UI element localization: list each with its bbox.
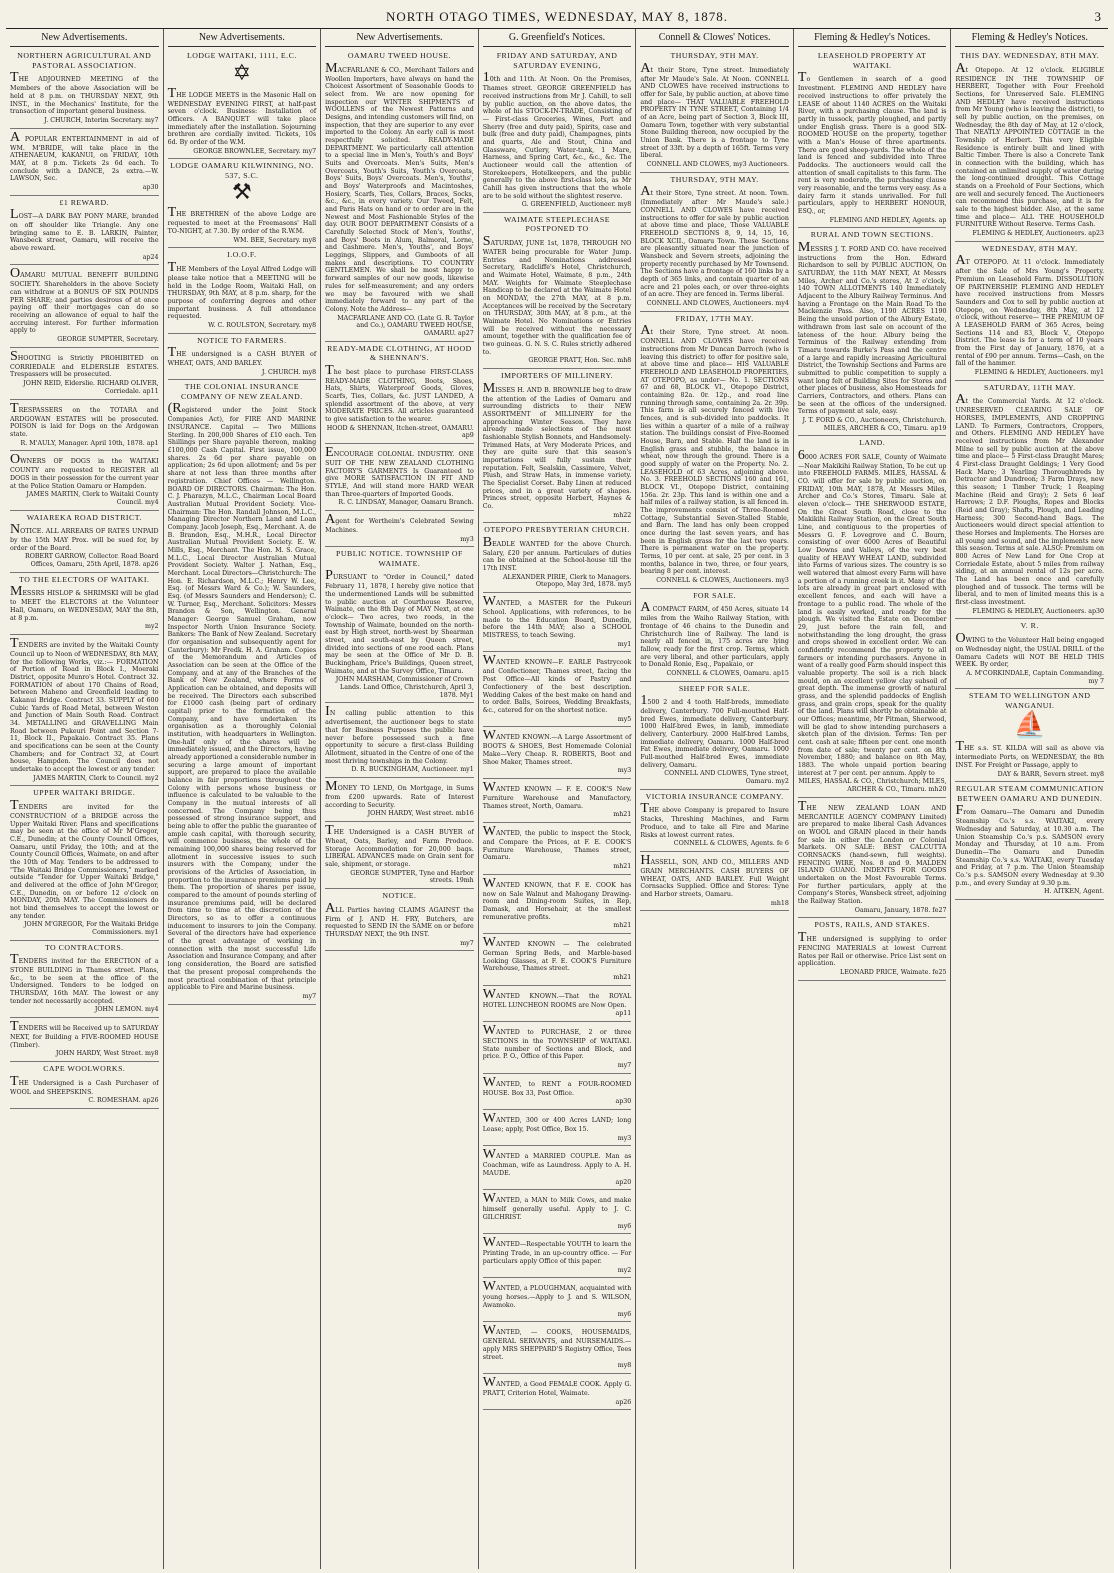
column-2 [164,29,322,1569]
ad-signature: WM. BEE, Secretary. my8 [233,236,317,244]
ad-body: MISSES H. AND B. BROWNLIE beg to draw the attention of the Ladies of Oamaru and surrounding districts to their NEW ASSORTMENT of MILLINERY for the approaching Winter Season. They have already made selections of the most fashionable Stylish Bonnets, and Handsomely-Trimmed Hats, at Very Moderate Prices, and they are quite sure that this season's importations will fully sustain their reputation. Felt, Sealskin, Cassimere, Velvet, Plush, and Straw Hats, in immense variety. The Specialist Corset. Baby Linen at reduced prices, and in a great variety of shapes. Princes street, opposite Herbert, Haynes & Co. [482,380,632,510]
ad-body: MESSRS J. T. FORD AND CO. have received instructions from the Hon. Edward Richardson to sell by PUBLIC AUCTION, On SATURDAY, the 11th MAY NEXT, At Messrs Miles, Archer and Co.'s stores, At 2 o'clock, 140 TOWN ALLOTMENTS 140 Immediately Adjacent to the Albury Railway Terminus. And having a Frontage on the Main Road To the Mackenzie Pass. Also, 1190 ACRES 1190 Being the unsold portion of the Albury Estate, withdrawn from last sale on account of the lateness of the hour. Albury being the Terminus of the Railway extending from Timaru towards Burke's Pass and the centre of a large and rapidly increasing Agricultural District, the Township Sections and Farms are submitted to public competition to supply a want long felt of Building Sites for Stores and other places of business, also Homesteads for Carriers, Contractors, and others. Plans can be seen at the offices of the undersigned. Terms of payment at sale, easy. [797,239,947,416]
ad-body: WANTED, a MAN to Milk Cows, and make himself generally useful. Apply to J. C. GILCHRIST. [482,1191,632,1222]
advertisement [798,436,947,797]
ad-signature: JOHN HARDY, West street. mb16 [367,810,474,818]
ad-body: LOST—A DARK BAY PONY MARE, branded on off shoulder like Triangle. Any one bringing same to E. B. LARKIN, Painter, Wansbeck street, Oamaru, will receive the above reward. [10,207,159,253]
page-number: 3 [1094,9,1102,24]
ad-body: 6000 ACRES FOR SALE, County of Waimate—Near Makikihi Railway Station, To be cut up into FREEHOLD FARMS. MILES, HASSAL & CO. will offer for sale by public auction, on FRIDAY, 10th MAY, 1878, At Messrs Miles, Archer and Co.'s Stores, Timaru. Sale at eleven o'clock— THE SHERWOOD ESTATE, On the Great South Road, close to the Makikihi Railway Station, on the Great South Line, and contiguous to the properties of Messrs G. F. Lovegrove and C. Bourn, consisting of over 6000 Acres of Beautiful Low Downs and Valleys, of the very best quality of HEAVY WHEAT LAND, subdivided into Farms of various sizes. The country is so well watered that almost every Farm will have a portion of a running creek in it. Many of the lots are already in great part enclosed with excellent fences, and each will have a frontage to a public road. The whole of the land is easily worked, and ready for the plough. We visited the Estate on December 29, just before the rain fell, and notwithstanding the long drought, the grass and crops showed in excellent order. We can confidently recommend the property to all farmers or intending purchasers. Anyone in want of a really good Farm should inspect this valuable property. The soil is a rich black mould, on an excellent yellow clay subsoil of great depth. The immense growth of natural grass, and the splendid paddocks of English grass, and grain crops, speak for the quality of the land. Plans will shortly be obtainable at our Offices; meantime, Mr Pitman, Sherwood, will be glad to show intending purchasers a sketch plan of the division. Terms: Ten per cent. cash at sale; fifteen per cent. one month from date of sale; twenty per cent. on 8th November, 1880; and balance on 8th May, 1883. The whole unpaid portion bearing interest at 7 per cent. per annum. Apply to [797,447,947,777]
ad-title: LODGE OAMARU KILWINNING, NO. 537, S.C. [170,161,314,180]
ad-signature: mh21 [613,811,632,819]
ad-body: MONEY TO LEND, On Mortgage, in Sums from £200 upwards. Rate of Interest according to Security. [325,779,474,809]
ad-body: BEADLE WANTED for the above Church. Salary, £20 per annum. Particulars of duties can be obtained at the School-house till the 17th INST. [482,534,632,573]
ad-title: WAIAREKA ROAD DISTRICT. [26,512,142,522]
ad-body: THE Undersigned is a CASH BUYER of Wheat, Oats, Barley, and Farm Produce. Storage Accommodation for 20,000 bags. LIBERAL ADVANCES made on Grain sent for sale, shipment, or storage. [325,823,474,869]
ad-body: From Oamaru—The Oamaru and Dunedin Steamship Co.'s s.s. WAITAKI, every Wednesday and Saturday, at 10.30 a.m. The Union Steamship Co.'s p.s. SAMSON every Monday and Thursday, at 10 a.m. From Dunedin—The Oamaru and Dunedin Steamship Co.'s s.s. WAITAKI, every Tuesday and Friday, at 7 p.m. The Union Steamship Co.'s p.s. SAMSON every Wednesday at 9.30 p.m., and every Sunday at 9.30 p.m. [955,803,1105,887]
advertisement [955,689,1104,782]
ad-signature: MILES, HASSAL & CO., Christchurch; MILES, ARCHER & CO., Timaru. mh20 [798,778,947,793]
ad-body: WANTED a MARRIED COUPLE. Man as Coachman, wife as Laundress. Apply to A. H. MAUDE. [482,1147,632,1178]
ad-body: SHOOTING is Strictly PROHIBITED on CORRIEDALE and ELDERSLIE ESTATES. Trespassers will be prosecuted. [10,348,159,379]
column-7 [951,29,1108,1569]
advertisement [483,652,632,727]
ad-signature: GEORGE SUMPTER, Tyne and Harbor streets. 19mh [350,869,474,885]
ad-body: WANTED—Respectable YOUTH to learn the Printing Trade, in an up-country office. — For particulars apply Office of this paper. [482,1235,632,1266]
ad-body: (Registered under the Joint Stock Companies Act), for FIRE AND MARINE INSURANCE. Capital — Two Millions Sterling. In 200,000 Shares of £10 each. Ten Shillings per Share payable thereon, making £100,000 Cash Capital. First issue, 100,000 shares. 2s 6d per share payable on application; 2s 6d upon allotment; and 5s per share at not less than three months after registration. Chief Offices — Wellington. BOARD OF DIRECTORS. Chairman: The Hon. C. J. Pharazyn, M.L.C., Chairman Local Board Australian Mutual Provident Society. Vice-Chairman: The Hon. Randall Johnson, M.L.C., Managing Director Northern Land and Loan Company. Jacob Joseph, Esq., Merchant. A. de B. Brandon, Esq., M.H.R., Local Director Australian Mutual Provident Society. E. W. Mills, Esq., Merchant. The Hon. M. S. Grace, M.L.C., Local Director Australian Mutual Provident Society. Walter J. Nathan, Esq., Merchant. Local Directors—Christchurch: The Hon. E. Richardson, M.L.C.; Henry W. Lee, Esq. (of Messrs Ward & Co.); W. Saunders, Esq. (of Messrs Saunders and Henderson); C. W. Turner, Esq., Merchant. Solicitors: Messrs Brandon & Son, Wellington. General Manager: George Samuel Graham, now Inspector North Union Insurance Society. Bankers: The Bank of New Zealand. Secretary (for organisation and subsequently agent for Canterbury): Mr Fredk. H. A. Graham. Copies of the Memorandum and Articles of Association can be seen at the Office of the Company, and at any of the Branches of the Bank of New Zealand, where Forms of Application can be obtained, and deposits will be received. The Directors each subscribed for £1000 cash (being part of ordinary capital) prior to the formation of the Company, and have undertaken its organisation as a thoroughly Colonial institution, with headquarters in Wellington. One-half only of the shares will be immediately issued, and the Directors, having already apportioned a considerable number in securing a large amount of important support, are prepared to place the available balance in fair proportions throughout the Colony with persons whose business or influence is calculated to be valuable to the Company in the mutual interests of all concerned. The Company being thus possessed of strong insurance support, and being able to offer the public the guarantee of ample cash capital, with thorough security, will commence business, the whole of the remaining 100,000 shares being reserved for allotment in successive issues to such insurers with the Company, under the provisions of the Articles of Association, in proportion to the insurance premiums paid by them. The proportion of shares per issue, compared to the amount of pounds sterling of insurance premiums paid, will be declared from time to time at the discretion of the Directors, so as to offer a continuous inducement to insurers to join the Company. Several of the directors have had experience of the great advantage of working in connection with the most successful Life Association and Insurance Company, and after long consideration, the Board are satisfied that the present proposal comprehends the most practical combination of that principle applicable to Fire and Marine business. [167,401,317,992]
column-heading: Fleming & Hedley's Notices. [955,29,1104,47]
ad-signature: my7 [460,939,474,947]
ad-title: OAMARU TWEED HOUSE. [347,51,452,61]
advertisement [10,196,159,266]
ad-signature: G. GREENFIELD, Auctioneer. my8 [521,201,632,209]
advertisement [955,381,1104,620]
masonic-emblem-icon: ⚒ [232,180,252,206]
ad-signature: my2 [145,623,159,631]
column-4 [479,29,637,1569]
ad-body: IN calling public attention to this advertisement, the auctioneer begs to state that for Business Purposes the public have never before possessed such a fine opportunity to secure a first-class Building Allotment, situated in the Centre of one of the most thriving townships in the Colony. [325,704,474,765]
ad-signature: LEONARD PRICE, Waimate. fe25 [840,968,947,976]
advertisement [483,727,632,779]
ad-title: REGULAR STEAM COMMUNICATION BETWEEN OAMARU AND DUNEDIN. [955,784,1104,803]
ad-body: OAMARU MUTUAL BENEFIT BUILDING SOCIETY. Shareholders in the above Society can withdraw at a BONUS OF SIX POUNDS PER SHARE; and parties desirous of at once paying off their mortgages can do so receiving an allowance of equal to half the accruing interest. For further information apply to [10,266,159,335]
advertisement [483,1146,632,1190]
ad-title: OTEPOPO PRESBYTERIAN CHURCH. [484,525,630,535]
masthead-title: NORTH OTAGO TIMES, WEDNESDAY, MAY 8, 1878. [385,9,729,24]
masthead [6,6,1108,29]
advertisement [483,875,632,934]
ad-signature: FLEMING & HEDLEY, Auctioneers. ap23 [972,230,1105,238]
ad-signature: my3 [617,1134,632,1142]
ad-body: TENDERS are invited by the Waitaki County Council up to Noon of WEDNESDAY, 8th MAY, for the following Works, viz.:— FORMATION of Portion of Road in Block I., Moeraki District, opposite Munro's Hotel. Contract 32. FORMATION of about 170 Chains of Road, between Maheno and Greenfield leading to Kakanui Bridge. Contract 33. SUPPLY of 600 Cubic Yards of Road Metal, between Weston and Junction of Main South Road. Contract 34. METALLING and GRAVELLING Main Road between Pukeuri Point and Section 7-11, Block II., Papakaio. Contract 35. Plans and specifications can be seen at the County Chambers; and for Contract 32, at Court house, Hampden. The Council does not undertake to accept the lowest or any tender. [10,635,159,773]
advertisement [325,778,474,822]
ad-signature: my7 [617,1061,632,1069]
ad-title: POSTS, RAILS, AND STAKES. [814,920,930,930]
ad-signature: FLEMING AND HEDLEY, Agents. ap [829,216,947,224]
ad-title: FOR SALE. [693,590,737,600]
advertisement [483,213,632,369]
ad-signature: ap20 [615,1178,632,1186]
ad-signature: CONNELL AND CLOWES, Tyne street, Oamaru. my2 [664,770,789,786]
ad-title: TO CONTRACTORS. [44,942,124,952]
ad-signature: ROBERT GARROW, Collector. Road Board Offices, Oamaru, 25th April, 1878. ap26 [24,553,159,569]
ad-signature: GEORGE SUMPTER, Secretary. [57,336,159,344]
columns [6,29,1108,1569]
ad-signature: my7 [302,992,317,1000]
ad-body: WANTED, — COOKS, HOUSEMAIDS, GENERAL SERVANTS, and NURSEMAIDS.—apply MRS SHEPPARD'S Registry Office, Tees street. [482,1323,632,1361]
ad-body: WANTED, 300 or 400 Acres LAND; long Lease; apply, Post Office, Box 15. [482,1111,632,1133]
ad-title: STEAM TO WELLINGTON AND WANGANUI. [968,691,1091,710]
advertisement [483,1110,632,1146]
ad-signature: Oamaru, January, 1878. fe27 [854,906,947,914]
advertisement [10,941,159,1019]
ad-title: NOTICE TO FARMERS. [197,335,287,345]
advertisement [483,369,632,523]
column-heading: Fleming & Hedley's Notices. [798,29,947,47]
ad-title: TO THE ELECTORS OF WAITAKI. [19,574,150,584]
ad-signature: my1 [617,640,632,648]
ad-title: FRIDAY, 17TH MAY. [675,313,754,323]
advertisement [10,129,159,196]
advertisement [798,798,947,919]
ad-signature: FLEMING & HEDLEY, Auctioneers. ap30 [972,607,1105,615]
ad-body: THE undersigned is supplying to order FENCING MATERIALS at lowest Current Rates per Rail or otherwise. Price List sent on application. [797,929,947,968]
advertisement [10,1062,159,1109]
column-6 [794,29,952,1569]
ad-signature: JAMES MARTIN, Clerk to Waitaki County Council. my4 [26,491,159,506]
advertisement [483,986,632,1022]
ad-signature: CONNELL AND CLOWES, Auctioneers. my4 [646,299,789,307]
ad-title: WAIMATE STEEPLECHASE POSTPONED TO [504,214,610,234]
ad-signature: ap11 [615,1010,632,1018]
ad-body: PURSUANT to "Order in Council," dated February 11, 1878, I hereby give notice that the undermentioned Lands will be submitted to public auction at Courthouse Reserve, Waimate, on the 8th Day of MAY Next, at one o'clock— Two acres, two roods, in the Township of Waimate, bounded on the north-east by High street, north-west by Shearman street, and south-east by Queen street, divided into sections of one rood each. Plans may be seen at the Office of Mr D. B. Buckingham, Price's Buildings, Queen street, Waimate, and at the Survey Office, Timaru. [325,568,474,675]
ad-title: FRIDAY AND SATURDAY, AND SATURDAY EVENING, [496,51,618,70]
advertisement [10,49,159,128]
ad-body: A COMPACT FARM, of 450 Acres, situate 14 miles from the Waiho Railway Station, with frontage of 46 chains to the Dunedin and Christchurch line of Railway. The land is nearly all fenced in, 175 acres are lying fallow, ready for the first crop. Terms, which are very liberal, and other particulars, apply to Donald Ronie, Esq., Papakaio, or [640,600,789,669]
ad-signature: H. AITKEN, Agent. [1044,888,1105,896]
ad-title: THIS DAY. WEDNESDAY, 8TH MAY. [960,51,1100,61]
advertisement [483,823,632,875]
advertisement [640,589,789,682]
ad-title: THURSDAY, 9TH MAY. [670,51,759,61]
ad-body: 10th and 11th. At Noon. On the Premises, Thames street. GEORGE GREENFIELD has received instructions from Mr J. Cahill, to sell by public auction, on the above dates, the whole of his STOCK-IN-TRADE, Consisting of— First-class Groceries, Wines, Port and Sherry (free and duty paid), Spirits, case and bulk (free and duty paid), Champagnes, pints and quarts, Ale and Stout, China and Glassware, Cutlery, Water-tank, 1 Mare, Harness, and Spring Cart, &c., &c., &c. The Auctioneer would call the attention of Storekeepers, Hotelkeepers, and the public generally to the above first-class lots, as Mr Cahill has given instructions that the whole are to be sold without the slightest reserve. [482,70,632,200]
ad-body: OWING to the Volunteer Hall being engaged on Wednesday night, the USUAL DRILL of the Oamaru Cadets will NOT BE HELD THIS WEEK. By order, [955,630,1105,669]
ad-title: SATURDAY, 11TH MAY. [983,382,1076,392]
ad-signature: CONNELL & CLOWES, Auctioneers. my3 [656,576,789,584]
ad-body: At Otepopo. At 12 o'clock. ELIGIBLE RESIDENCE IN THE TOWNSHIP OF HERBERT, Together with Four Freehold Sections, for Unreserved Sale. FLEMING AND HEDLEY have received instructions from Mr Young (who is leaving the district), to sell by public auction, on the premises, on Wednesday, the 8th day of May, at 12 o'clock, That NEATLY APPOINTED COTTAGE in the Township of Herbert. This very Eligible Residence is entirely built and lined with Baltic Timber. There is also a Concrete Tank in connection with the building, which has contained an unlimited supply of water during the long-continued drought. This Cottage stands on a Freehold of Four Sections, which are well and securely fenced. The Auctioneers can recommend this purchase, and it is for sale to the highest bidder. Also, at the same time and place— ALL THE HOUSEHOLD FURNITURE Without Reserve. Terms Cash. [955,60,1105,229]
ad-signature: ap24 [142,253,159,261]
advertisement [10,511,159,573]
advertisement [325,703,474,778]
ad-signature: D. R. BUCKINGHAM, Auctioneer. my1 [351,766,474,774]
ad-body: THE LODGE MEETS in the Masonic Hall on WEDNESDAY EVENING FIRST, at half-past seven o'clock. Business: Installation of Officers. A BANQUET will take place immediately after the installation. Sojourning brethren are cordially invited. Tickets, 10s 6d. By order of the W.M. [167,85,317,147]
ad-title: CAPE WOOLWORKS. [43,1064,126,1074]
ad-signature: GEORGE BROWNLEE, Secretary. my7 [193,147,317,155]
advertisement [955,619,1104,689]
ad-body: THE above Company is prepared to Insure Stacks, Threshing Machines, and Farm Produce, and to take all Fire and Marine Risks at lowest current rates. [640,801,789,839]
advertisement [168,334,317,381]
ad-body: TENDERS will be Received up to SATURDAY NEXT, for Building a FIVE-ROOMED HOUSE (Timber). [10,1019,159,1049]
ad-signature: J. CHURCH, Interim Secretary. my7 [44,116,159,124]
advertisement [640,790,789,852]
ad-body: TENDERS are invited for the CONSTRUCTION of a BRIDGE across the Upper Waitaki River. Plans and specifications may be seen at the office of Mr M'Gregor, C.E., Dunedin; at the County Council Offices, Oamaru, until Friday, the 10th; and at the County Council Offices, Waimate, on and after the 10th of May. Tenders to be addressed to "The Waitaki Bridge Commissioners," marked outside "Tender for Upper Waitaki Bridge," and delivered at the office of John M'Gregor, C.E., Dunedin, on or before 12 o'clock on MONDAY, 20th MAY. The Commissioners do not bind themselves to accept the lowest or any tender. [10,797,159,920]
ad-signature: JOHN LEMON. my4 [94,1006,159,1014]
ad-body: ALL Parties having CLAIMS AGAINST the Firm of J. AND H. FRY, Butchers, are requested to SEND IN the SAME on or before THURSDAY NEXT, the 9th INST. [325,900,474,938]
ad-signature: mh21 [613,973,632,981]
ad-title: RURAL AND TOWN SECTIONS. [810,230,934,240]
ad-signature: CONNELL & CLOWES, Agents. fe 6 [673,840,789,848]
ad-body: WANTED KNOWN.—That the ROYAL HOTEL LUNCHEON ROOMS are Now Open. [482,986,632,1009]
ad-body: WANTED KNOWN.—A Large Assortment of BOOTS & SHOES, Best Homemade Colonial Make—Very Cheap. R. ROBERTS, Boot and Shoe Maker, Thames street. [482,728,632,766]
advertisement [798,918,947,980]
ad-title: WEDNESDAY, 8TH MAY. [981,243,1078,253]
ad-signature: my2 [617,1266,632,1274]
ad-title: READY-MADE CLOTHING, AT HOOD & SHENNAN'S. [327,343,472,363]
ad-body: THE ADJOURNED MEETING of the Members of the above Association will be held at 8 p.m. on THURSDAY NEXT, 9th INST., in the Mechanics' Institute, for the transaction of important general business. [10,70,159,116]
ad-body: WANTED, a MASTER for the Pukeuri School. Applications, with references, to be made to the Education Board, Dunedin, before the 14th MAY; also a SCHOOL MISTRESS, to teach Sewing. [482,594,632,640]
ad-title: LAND. [859,438,886,448]
ad-signature: JOHN REID, Elderslie. RICHARD OLIVER, Corriedale. ap11 [23,380,159,395]
masonic-emblem-icon: ✡ [232,60,252,86]
ad-signature: my3 [617,767,632,775]
advertisement [483,49,632,213]
advertisement [325,444,474,511]
ad-signature: J. CHURCH. my8 [261,368,317,376]
column-1 [6,29,164,1569]
advertisement [325,547,474,703]
ad-body: WANTED, to RENT a FOUR-ROOMED HOUSE. Box 33, Post Office. [482,1074,632,1097]
advertisement [955,49,1104,242]
column-heading: New Advertisements. [325,29,474,47]
ad-body: THE undersigned is a CASH BUYER of WHEAT, OATS, AND BARLEY. [167,345,317,368]
ad-title: UPPER WAITAKI BRIDGE. [33,788,136,798]
advertisement [325,49,474,341]
ad-body: At their Store, Tyne street. Immediately after Mr Maude's Sale. At Noon. CONNELL AND CLOWES have received instructions to offer for Sale, by public auction, at above time and place— THAT VALUABLE FREEHOLD PROPERTY IN TYNE STREET, Containing 1/4 of an Acre, being part of Section 3, Block III, Oamaru Town, together with very substantial Stone Building thereon, now occupied by the Union Bank. There is a frontage to Tyne street of 33ft. by a depth of 165ft. Terms very liberal. [640,60,789,160]
advertisement [483,1022,632,1074]
advertisement [10,451,159,510]
ad-title: NORTHERN AGRICULTURAL AND PASTORAL ASSOCIATION. [17,51,152,70]
column-heading: New Advertisements. [10,29,159,47]
ad-body: MACFARLANE & CO., Merchant Tailors and Woollen Importers, have always on hand the Choicest Assortment of Seasonable Goods to select from. We are now opening for inspection our WINTER SHIPMENTS of WOOLLENS of the Newest Patterns and Designs, and intending customers will find, on inspection, that they are superior to any ever imported to the Colony. An early call is most respectfully solicited. READY-MADE DEPARTMENT. We particularly call attention to a special line in Men's, Youth's and Boys' Suits and Overcoats. Men's Suits, Men's Overcoats, Youth's Suits, Youth's Overcoats, Boys' Suits, Boys' Overcoats. Men's, Youths', and Boys' Waterproofs and Macintoshes, Hosiery, Scarfs, Ties, Collars, Braces, Socks, &c., &c., in every variety. Our Tweed, Felt, and Paris Hats on hand or to order are in the Newest and Most Fashionable Styles of the day. OUR BOOT DEPARTMENT Consists of a Carefully Selected Stock of Men's, Youths', and Boys' Boots in Alum, Balmoral, Lorne, and Cashmere. Men's, Youths', and Boys' Leggings, Slippers, and Gumboots of all makes and descriptions. TO COUNTRY GENTLEMEN. We shall be most happy to forward samples of our new goods, likewise rules for self-measurement; and any orders we may be favoured with we shall immediately forward to any part of the Colony. Note the Address— [325,60,474,313]
advertisement [483,1278,632,1322]
advertisement [483,934,632,986]
ad-title: PUBLIC NOTICE. TOWNSHIP OF WAIMATE. [336,549,463,568]
ad-body: AT OTEPOPO. At 11 o'clock. Immediately after the Sale of Mrs Young's Property. Premium on Leasehold Farm. DISSOLUTION OF PARTNERSHIP. FLEMING AND HEDLEY have received instructions from Messrs Saunders and Cox to sell by public auction at Otepopo, on Wednesday, 8th May, at 12 o'clock, without reserve— THE PREMIUM OF A LEASEHOLD FARM of 365 Acres, being Sections 114 and 83, Block V., Otepopo District. The lease is for a term of 10 years from the First day of January, 1876, at a rental of £90 per annum. Terms—Cash, on the fall of the hammer. [955,253,1105,368]
advertisement [483,593,632,652]
ad-signature: JAMES MARTIN, Clerk to Council. my2 [33,774,159,782]
ad-body: WANTED, a Good FEMALE COOK. Apply G. PRATT, Criterion Hotel, Waimate. [482,1375,632,1398]
ad-body: WANTED to PURCHASE, 2 or three SECTIONS in the TOWNSHIP of WAITAKI. State number of Sections and Block, and price. P. O., Office of this Paper. [482,1022,632,1061]
ad-signature: mh22 [613,511,632,519]
ad-signature: my5 [617,715,632,723]
ad-body: THE BRETHREN of the above Lodge are requested to meet at the Freemasons' Hall TO-NIGHT, at 7.30. By order of the R.W.M. [167,205,317,236]
ad-signature: MACFARLANE AND CO. (Late G. R. Taylor and Co.), OAMARU TWEED HOUSE, OAMARU. ap27 [337,314,474,337]
ad-signature: mh21 [613,922,632,930]
ad-body: MESSRS HISLOP & SHRIMSKI will be glad to MEET the ELECTORS at the Volunteer Hall, Oamaru, on WEDNESDAY, MAY the 8th, at 8 p.m. [10,584,159,622]
ad-title: IMPORTERS OF MILLINERY. [501,371,614,381]
ad-signature: ap30 [142,183,159,191]
ad-body: At their Store, Tyne street. At noon. Town. (Immediately after Mr Maude's sale.) CONNELL AND CLOWES have received instructions to offer for sale by public auction at above time and place, Those VALUABLE FREEHOLD SECTIONS 8, 9, 14, 15, 16, BLOCK XCII., Oamaru Town. These Sections are pleasantly situated near the junction of Wansbeck and Severn streets, adjoining the property recently purchased by Mr Townsend. The Sections have a frontage of 160 links by a depth of 365 links, and contain quarter of an acre and 21 poles each, or over three-eights of an acre. They are fenced in. Terms liberal. [640,184,789,299]
ad-title: LODGE WAITAKI, 1111, E.C. [186,51,297,61]
ad-signature: my3 [460,535,474,543]
advertisement [640,312,789,589]
advertisement [483,1190,632,1234]
advertisement [325,342,474,444]
ad-body: WANTED, the public to inspect the Stock, and Compare the Prices, at F. E. COOK'S Furniture Warehouse, Thames street, Oamaru. [482,823,632,862]
advertisement [483,779,632,823]
advertisement [10,1018,159,1062]
column-3 [321,29,479,1569]
advertisement [325,822,474,889]
ad-title: I.O.O.F. [227,250,257,260]
advertisement [10,348,159,400]
advertisement [168,49,317,159]
ad-body: ENCOURAGE COLONIAL INDUSTRY. ONE SUIT OF THE NEW ZEALAND CLOTHING FACTORY'S GARMENTS Is Guaranteed to give MORE SATISFACTION IN FIT AND STYLE, And will stand more HARD WEAR than Three-quarters of Imported Goods. [325,444,474,498]
ad-signature: R. M'AULY, Manager. April 10th, 1878. ap1 [20,439,159,447]
advertisement [798,228,947,436]
advertisement [10,573,159,635]
ad-signature: C. ROMESHAM. ap26 [88,1097,159,1105]
ad-signature: J. T. FORD & CO., Auctioneers, Christchurch. MILES, ARCHER & CO., Timaru. ap19 [802,416,947,432]
ad-signature: JOHN HARDY, West Street. my8 [55,1050,159,1058]
ad-signature: JOHN M'GREGOR, For the Waitaki Bridge Commissioners. my1 [24,921,159,936]
ad-body: To Gentlemen in search of a good Investment. FLEMING AND HEDLEY have received instructions to offer privately the LEASE of about 1140 ACRES on the Waitaki River, with a purchasing clause. The land is partly in tussock, partly ploughed, and partly under English grass. There is a good SIX-ROOMED HOUSE on the property, together with a Man's House of three apartments. There are good sheep-yards. The whole of the land is fenced and subdivided into Three Paddocks. The auctioneers would call the attention of small capitalists to this farm. The rent is very moderate, the purchasing clause very reasonable, and the terms very easy. As a dairy farm it stands unrivalled. For full particulars, apply to HERBERT HONOUR, ESQ., or, [797,70,947,215]
ad-title: NOTICE. [382,891,417,901]
advertisement [168,159,317,248]
ad-body: WANTED KNOWN — F. E. COOK'S New Furniture Warehouse and Manufactory, Thames street, North, Oamaru. [482,779,632,810]
ad-body: WANTED KNOWN — The celebrated German Spring Beds, and Marble-based Looking Glasses, at F. E. COOK'S Furniture Warehouse, Thames street. [482,934,632,973]
ad-signature: DAY & BARR, Severn street. my8 [997,770,1105,778]
advertisement [798,49,947,228]
column-heading: New Advertisements. [168,29,317,47]
advertisement [10,786,159,940]
ad-signature: mh18 [770,899,789,907]
ad-body: At their Store, Tyne street. At noon. CONNELL AND CLOWES have received instructions from Mr Duncan Darroch (who is leaving this district) to offer for positive sale, at above time and place— HIS VALUABLE FREEHOLD AND LEASEHOLD PROPERTIES, AT OTEPOPO, as under— No. 1. SECTIONS 67 and 68, BLOCK VI., Otepopo District, containing 82a. 0r. 12p., and road line running through same, containing 2a. 2r. 39p. This farm is all securely fenced with live fences, and is sub-divided into paddocks. It lies within a quarter of a mile of a railway station. The buildings consist of Five-Roomed House, Barn, and Stable. Half the land is in English grass and stubble, the balance in wheat, now through the ground. There is a good supply of water on the Property. No. 2. LEASEHOLD of 63 Acres, adjoining above. No. 3. FREEHOLD SECTIONS 160 and 161, BLOCK VI., Otepopo District, containing 156a. 2r. 23p. This land is within one and a half miles of a railway station, is all fenced in. The improvements consist of Three-Roomed Cottage, Substantial Seven-Stalled Stable, and Barn. The land has only been cropped once during the last seven years, and has been in English grass for the last two years. There is permanent water on the property. Terms, 10 per cent. at sale, 25 per cent. in 3 months, balance in two, three, or four years, bearing 8 per cent. interest. [640,323,789,576]
advertisement [168,248,317,333]
ad-body: A POPULAR ENTERTAINMENT in aid of WM. M'BRIDE, will take place in the ATHENAEUM, KAKANUI, on FRIDAY, 10th MAY, at 8 p.m. Tickets 2s 6d each. To conclude with a DANCE, 2s extra.—W. LAWSON, Sec. [10,129,159,183]
advertisement [640,852,789,911]
ad-signature: ap26 [615,1398,632,1406]
ad-body: TENDERS invited for the ERECTION of a STONE BUILDING in Thames street. Plans, &c., to be seen at the office of the Undersigned. Tenders to be lodged on THURSDAY, 16th MAY. The lowest or any tender not necessarily accepted. [10,952,159,1005]
advertisement [955,782,1104,900]
ad-signature: ALEXANDER PIRIE, Clerk to Managers. Otepopo, May 3rd, 1878. my5 [503,573,632,589]
column-5 [636,29,794,1569]
advertisement [483,1374,632,1410]
ad-body: THE NEW ZEALAND LOAN AND MERCANTILE AGENCY COMPANY Limited) are prepared to make liberal Cash Advances on WOOL and GRAIN placed in their hands for sale in either the London or Colonial Markets. ON SALE: BEST CALCUTTA CORNSACKS (hand-sewn, full weights). FENCING WIRE, Nos. 8 and 9. MALDEN ISLAND GUANO. INDENTS FOR GOODS undertaken on the Most Favourable Terms. For further particulars, apply at the Company's Stores, Wansbeck street, adjoining the Railway Station. [797,798,947,906]
column-heading: G. Greenfield's Notices. [483,29,632,47]
ad-body: Agent for Wertheim's Celebrated Sewing Machines. [325,511,474,534]
advertisement [168,380,317,1004]
ad-signature: my6 [617,1222,632,1230]
ad-body: WANTED KNOWN, that F. E. COOK has now on Sale Walnut and Mahogany Drawing-room and Dining-room Suites, in Rep, Damask, and Horsehair, at the smallest remunerative profits. [482,875,632,921]
ad-body: THE Members of the Loyal Alfred Lodge will please take notice that a MEETING will be held in the Lodge Room, Waitaki Hall, on THURSDAY, 9th MAY, at 8 p.m. sharp, for the purpose of conferring degrees and other important business. A full attendance requested. [167,259,317,321]
ad-signature: CONNELL AND CLOWES, my3 Auctioneers. [646,161,789,169]
steamship-icon: ⛵ [1013,710,1046,741]
advertisement [483,1234,632,1278]
advertisement [325,511,474,547]
ad-body: THE s.s. ST. KILDA will sail as above via intermediate Ports, on WEDNESDAY, the 8th INST. For Freight or Passage, apply to [955,739,1105,769]
ad-signature: CONNELL & CLOWES, Oamaru. ap15 [666,669,789,677]
ad-title: LEASEHOLD PROPERTY AT WAITAKI. [817,51,927,70]
ad-signature: my8 [617,1362,632,1370]
ad-signature: my6 [617,1310,632,1318]
advertisement [10,635,159,786]
ad-body: WANTED KNOWN—F. EARLE Pastrycook and Confectioner, Thames street, facing the Post Office—All kinds of Pastry and Confectionery of the best description. Wedding Cakes of the best make on hand and to order. Balls, Soirees, Wedding Breakfasts, &c., catered for on the shortest notice. [482,653,632,714]
advertisement [640,682,789,790]
ad-title: SHEEP FOR SALE. [678,683,751,693]
ad-body: HASSELL, SON, AND CO., MILLERS AND GRAIN MERCHANTS. CASH BUYERS OF WHEAT, OATS, AND BARLEY. Full Weight Cornsacks Supplied. Office and Stores: Tyne and Harbor streets, Oamaru. [640,852,789,898]
ad-body: OWNERS OF DOGS in the WAITAKI COUNTY are requested to REGISTER all DOGS in their possession for the current year at the Police Station Oamaru or Hampden. [10,452,159,490]
ad-body: WANTED, a PLOUGHMAN, acquainted with young horses.—Apply to J. and S. WILSON, Awamoko. [482,1279,632,1310]
ad-body: NOTICE. ALL ARREARS OF RATES UNPAID by the 15th MAY Prox. will be sued for, by order of the Board. [10,522,159,552]
advertisement [483,523,632,593]
advertisement [640,49,789,173]
ad-signature: FLEMING & HEDLEY, Auctioneers. my1 [974,369,1105,377]
ad-signature: A. M'CORKINDALE, Captain Commanding. my 7 [966,669,1105,685]
ad-title: £1 REWARD. [59,197,110,207]
ad-signature: JOHN MARSHAM, Commissioner of Crown Lands. Land Office, Christchurch, April 3, 1878. My1 [335,676,474,699]
ad-body: SATURDAY, JUNE 1st, 1878, THROUGH NO WATER being procurable for Water Jump. Entries and Nominations addressed Secretary, Radcliffe's Hotel, Christchurch, and Waimate Hotel, Waimate, 8 p.m., 24th MAY. Weights for Waimate Steeplechase Handicap to be declared at the Waimate Hotel on MONDAY, the 27th MAY, at 8 p.m. Acceptances will be received by the Secretary on THURSDAY, 30th MAY, at 8 p.m., at the Waimate Hotel. No Nominations or Entries will be received without the necessary amount, together with the qualification fee of two guineas. G. N. S. C. Rules strictly adhered to. [482,233,632,356]
ad-title: VICTORIA INSURANCE COMPANY. [645,791,784,801]
column-heading: Connell & Clowes' Notices. [640,29,789,47]
ad-title: V. R. [1020,621,1039,631]
ad-signature: ap30 [615,1098,632,1106]
ad-signature: W. C. ROULSTON, Secretary. my8 [208,321,317,329]
advertisement [325,889,474,951]
advertisement [10,265,159,347]
advertisement [483,1322,632,1374]
ad-title: THE COLONIAL INSURANCE COMPANY OF NEW ZEALAND. [181,382,303,401]
ad-body: At the Commercial Yards. At 12 o'clock. UNRESERVED CLEARING SALE OF HORSES, IMPLEMENTS, AND CROPPING LAND. To Farmers, Contractors, Croppers, and Others. FLEMING AND HEDLEY have received instructions from Mr Alexander Milne to sell by public auction at the above time and place— 5 First-class Draught Mares; 4 First-class Draught Geldings; 1 Very Good Hack Mare; 3 Yearling Thoroughbreds by Detractor and Dundreon; 3 Farm Drays, new this season; 1 Timber Truck; 1 Reaping Machine (Reid and Gray); 2 Sets 6 leaf Harrows; 2 D.F. Ploughs, Ropes and Blocks (Reid and Gray); Shafts, Plough, and Leading Harness; 300 Second-hand Bags. The Auctioneers would direct special attention to these Horses and Implements. The Horses are all young and sound, and the implements new this season. Terms at sale. ALSO: Premium on 800 Acres of New Land for One Crop at Corriedale Estate, about 5 miles from railway siding, at an annual rental of 12s per acre. The Land has been once and carefully ploughed and of tussock. The terms will be liberal, and to men of limited means this is a first-class investment. [955,392,1105,606]
ad-body: THE Undersigned is a Cash Purchaser of WOOL and SHEEPSKINS. [10,1073,159,1096]
advertisement [10,400,159,452]
ad-signature: GEORGE PRATT, Hon. Sec. mh8 [528,357,632,365]
ad-signature: R. C. LINDSAY, Manager, Oamaru Branch. [338,499,474,507]
ad-body: 1500 2 and 4 tooth Half-breds, immediate delivery, Canterbury. 700 Full-mouthed Half-bred Ewes, immediate delivery, Canterbury. 1000 Half-bred Ewes, in lamb, immediate delivery, Canterbury. 2000 Half-bred Lambs, immediate delivery, Oamaru. 1000 Half-bred Fat Ewes, immediate delivery, Oamaru. 1000 Full-mouthed Half-bred Ewes, immediate delivery, Oamaru. [640,693,789,769]
ad-title: THURSDAY, 9TH MAY. [670,174,759,184]
ad-signature: mh21 [613,862,632,870]
advertisement [483,1074,632,1110]
ad-signature: HOOD & SHENNAN, Itchen-street, OAMARU. ap9 [326,424,474,440]
ad-body: TRESPASSERS on the TOTARA and ARDGOWAN ESTATES will be prosecuted. POISON is laid for Dogs on the Ardgowan state. [10,400,159,438]
ad-body: The best place to purchase FIRST-CLASS READY-MADE CLOTHING, Boots, Shoes, Hats, Shirts, Waterproof Goods, Gloves, Scarfs, Ties, Collars, &c. JUST LANDED, A splendid assortment of the above, at very MODERATE PRICES. All articles guaranteed to give satisfaction to the wearer. [325,362,474,423]
advertisement [955,242,1104,381]
advertisement [640,173,789,312]
